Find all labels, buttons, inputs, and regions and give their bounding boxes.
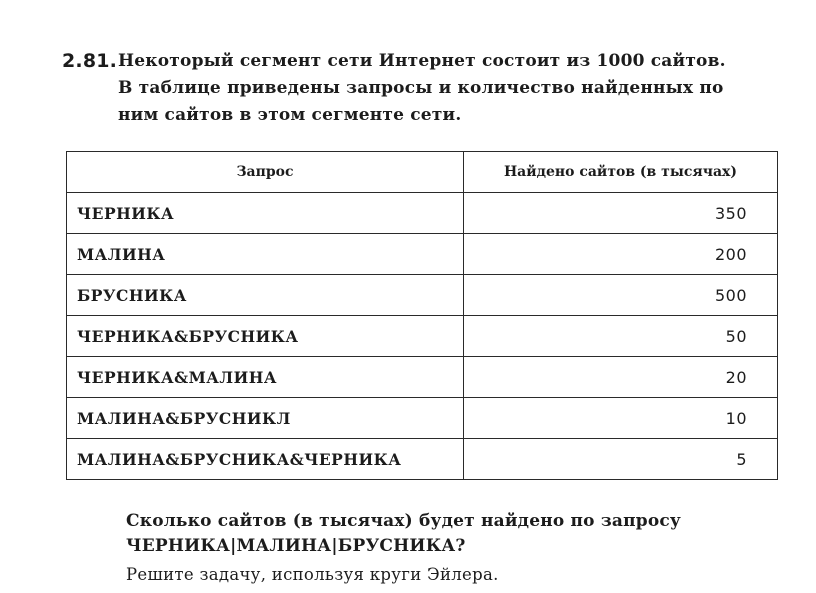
problem-number: 2.81.	[62, 50, 118, 72]
query-cell: ЧЕРНИКА&БРУСНИКА	[67, 316, 464, 357]
count-cell: 10	[464, 398, 778, 439]
count-cell: 350	[464, 193, 778, 234]
query-cell: ЧЕРНИКА	[67, 193, 464, 234]
count-cell: 5	[464, 439, 778, 480]
count-cell: 50	[464, 316, 778, 357]
table-row	[67, 316, 778, 357]
question-line: Сколько сайтов (в тысячах) будет найдено по запросу	[126, 511, 681, 531]
problem-statement	[62, 48, 792, 129]
problem-text-line: Некоторый сегмент сети Интернет состоит из 1000 сайтов.	[118, 51, 726, 71]
query-cell: БРУСНИКА	[67, 275, 464, 316]
query-cell: МАЛИНА&БРУСНИКЛ	[67, 398, 464, 439]
table-row	[67, 398, 778, 439]
count-cell: 200	[464, 234, 778, 275]
table-header-row	[67, 152, 778, 193]
column-header-query: Запрос	[67, 152, 464, 193]
problem-text	[118, 48, 792, 129]
table-row	[67, 193, 778, 234]
problem-text-line: В таблице приведены запросы и количество найденных по	[118, 78, 724, 98]
table-row	[67, 275, 778, 316]
question-line: ЧЕРНИКА|МАЛИНА|БРУСНИКА?	[126, 536, 466, 556]
query-cell: МАЛИНА&БРУСНИКА&ЧЕРНИКА	[67, 439, 464, 480]
query-cell: ЧЕРНИКА&МАЛИНА	[67, 357, 464, 398]
query-cell: МАЛИНА	[67, 234, 464, 275]
query-results-table	[66, 151, 778, 480]
table-row	[67, 357, 778, 398]
task-instruction: Решите задачу, используя круги Эйлера.	[126, 565, 499, 584]
table-row	[67, 234, 778, 275]
column-header-count: Найдено сайтов (в тысячах)	[464, 152, 778, 193]
question-text	[126, 509, 796, 559]
count-cell: 20	[464, 357, 778, 398]
count-cell: 500	[464, 275, 778, 316]
problem-text-line: ним сайтов в этом сегменте сети.	[118, 105, 462, 125]
table-row	[67, 439, 778, 480]
